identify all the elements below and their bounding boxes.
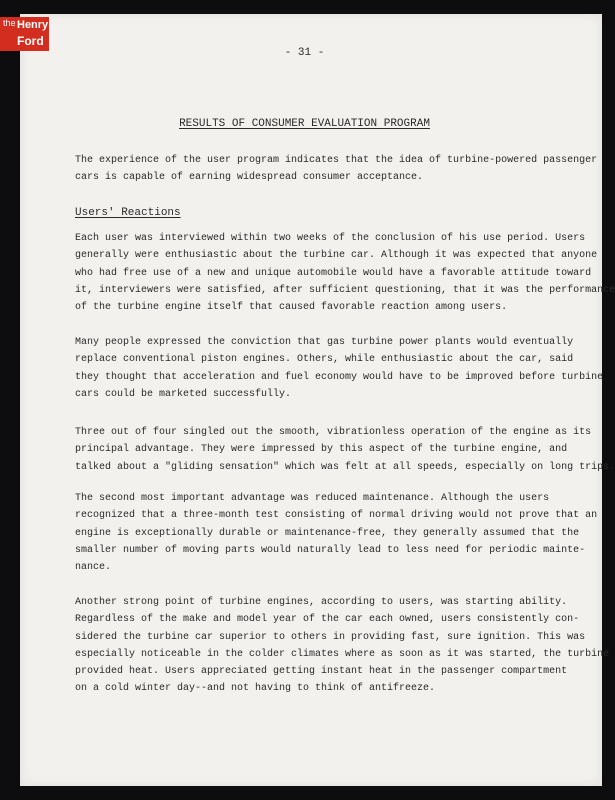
paragraph-line: Many people expressed the conviction that gas turbine power plants would eventually <box>75 337 574 348</box>
paragraph-line: principal advantage. They were impressed by this aspect of the turbine engine, and <box>75 444 568 456</box>
paragraph-line: recognized that a three-month test consisting of normal driving would not prove that an <box>75 510 598 522</box>
logo-henry: Henry <box>17 19 49 31</box>
paragraph-line: it, interviewers were satisfied, after sufficient questioning, that it was the performance <box>75 284 615 296</box>
paragraph-line: cars could be marketed successfully. <box>75 388 292 400</box>
paragraph-line: Three out of four singled out the smooth, vibrationless operation of the engine as its <box>75 427 592 438</box>
paragraph-line: who had free use of a new and unique automobile would have a favorable attitude toward <box>75 267 592 279</box>
paragraph-starting <box>75 594 610 698</box>
henry-ford-logo <box>0 17 49 51</box>
paragraph-maintenance <box>75 490 598 576</box>
page-number: - 31 - <box>284 47 325 59</box>
paragraph-line: generally were enthusiastic about the turbine car. Although it was expected that anyone <box>75 250 598 262</box>
paragraph-line: Each user was interviewed within two weeks of the conclusion of his use period. Users <box>75 233 586 244</box>
paragraph-conviction <box>75 334 604 403</box>
paragraph-line: The experience of the user program indicates that the idea of turbine-powered passenger <box>75 155 598 166</box>
paragraph-line: cars is capable of earning widespread consumer acceptance. <box>75 172 424 184</box>
paragraph-line: sidered the turbine car superior to others in providing fast, sure ignition. This was <box>75 631 586 643</box>
section-heading-text: RESULTS OF CONSUMER EVALUATION PROGRAM <box>179 118 430 130</box>
paragraph-line: replace conventional piston engines. Others, while enthusiastic about the car, said <box>75 354 574 366</box>
paragraph-line: provided heat. Users appreciated getting instant heat in the passenger compartment <box>75 666 568 678</box>
paragraph-line: talked about a "gliding sensation" which was felt at all speeds, especially on long trips. <box>75 461 615 473</box>
paragraph-line: of the turbine engine itself that caused favorable reaction among users. <box>75 302 508 314</box>
paragraph-line: smaller number of moving parts would naturally lead to less need for periodic mainte- <box>75 544 586 556</box>
paragraph-line: Another strong point of turbine engines, according to users, was starting ability. <box>75 597 568 608</box>
subsection-heading: Users' Reactions <box>75 207 181 219</box>
logo-the: the <box>3 18 16 28</box>
paragraph-line: nance. <box>75 562 112 574</box>
paragraph-line: especially noticeable in the colder climates where as soon as it was started, the turbine <box>75 648 610 660</box>
paragraph-line: on a cold winter day--and not having to think of antifreeze. <box>75 683 436 695</box>
logo-ford: Ford <box>17 34 44 48</box>
section-heading <box>0 118 609 130</box>
intro-paragraph <box>75 152 598 187</box>
paragraph-interviews <box>75 230 615 316</box>
paragraph-line: engine is exceptionally durable or maintenance-free, they generally assumed that the <box>75 527 580 539</box>
paragraph-line: they thought that acceleration and fuel economy would have to be improved before turbine <box>75 371 604 383</box>
paragraph-smoothness <box>75 424 615 476</box>
paragraph-line: Regardless of the make and model year of the car each owned, users consistently con- <box>75 614 580 626</box>
paragraph-line: The second most important advantage was reduced maintenance. Although the users <box>75 493 550 504</box>
